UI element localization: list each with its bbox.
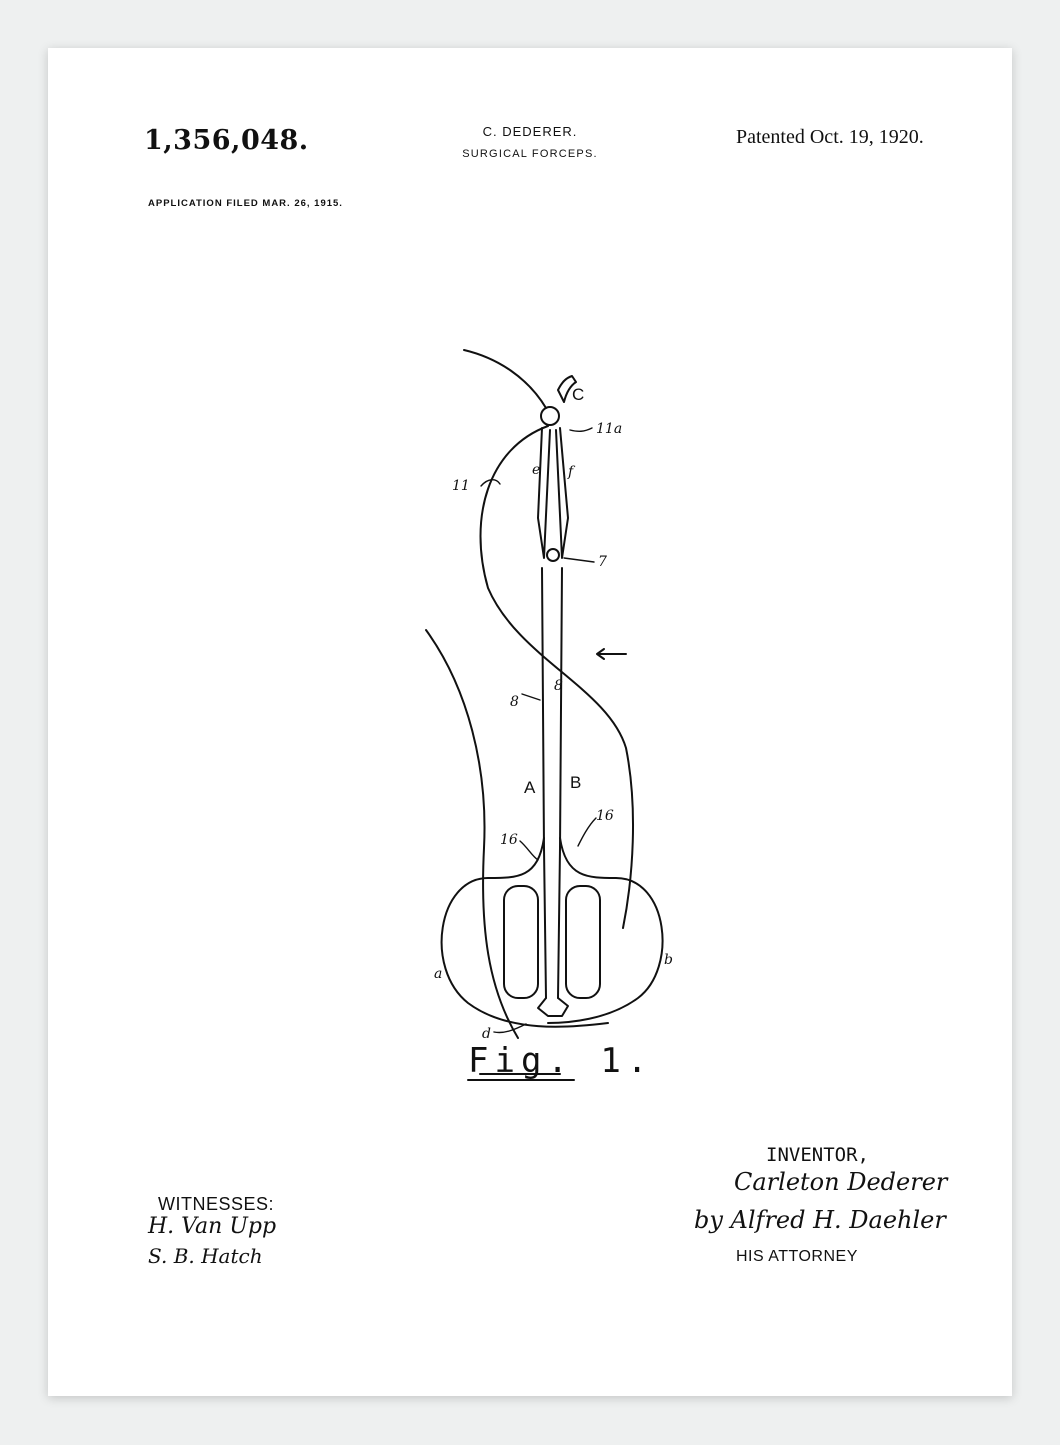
jaw-left [538, 428, 550, 558]
shank-a [542, 568, 546, 998]
witnesses-label: WITNESSES: [158, 1194, 275, 1214]
attorney-signature: by Alfred H. Daehler [694, 1206, 946, 1234]
knot-ring [541, 407, 559, 425]
label-e: e [532, 462, 541, 478]
suture-thread-top [464, 350, 546, 408]
patent-number: 1,356,048. [144, 125, 309, 156]
shank-b [558, 568, 562, 998]
pivot-screw [547, 549, 559, 561]
label-c: C [572, 385, 585, 404]
inventor-signature: Carleton Dederer [734, 1168, 948, 1196]
label-7: 7 [598, 554, 607, 570]
figure-caption: Fig. 1. [468, 1041, 654, 1081]
ring-handle-a-inner [504, 886, 538, 998]
inventor-name-header: C. DEDERER. [482, 124, 578, 139]
label-11a: 11a [596, 421, 623, 437]
label-8a: 8 [510, 694, 519, 710]
label-B: B [570, 773, 582, 792]
label-16b: 16 [596, 808, 614, 824]
patent-date: Patented Oct. 19, 1920. [736, 126, 924, 148]
label-a: a [434, 966, 443, 982]
shank-base [538, 998, 568, 1016]
patent-sheet [48, 48, 1012, 1396]
patent-title: SURGICAL FORCEPS. [462, 148, 598, 160]
label-11: 11 [452, 478, 470, 494]
application-filed: APPLICATION FILED MAR. 26, 1915. [148, 198, 343, 209]
label-16a: 16 [500, 832, 518, 848]
label-f: f [568, 464, 574, 480]
attorney-label: HIS ATTORNEY [736, 1248, 858, 1265]
label-8b: 8 [554, 678, 563, 694]
suture-thread-loop [481, 426, 634, 928]
witness-signature-1: H. Van Upp [148, 1214, 277, 1239]
witness-signature-2: S. B. Hatch [148, 1244, 263, 1268]
label-b: b [664, 952, 673, 968]
ring-handle-b-inner [566, 886, 600, 998]
label-A: A [524, 778, 536, 797]
inventor-label: INVENTOR, [766, 1144, 869, 1166]
direction-arrow [597, 649, 626, 659]
jaw-right [556, 428, 568, 558]
label-d: d [482, 1026, 491, 1042]
